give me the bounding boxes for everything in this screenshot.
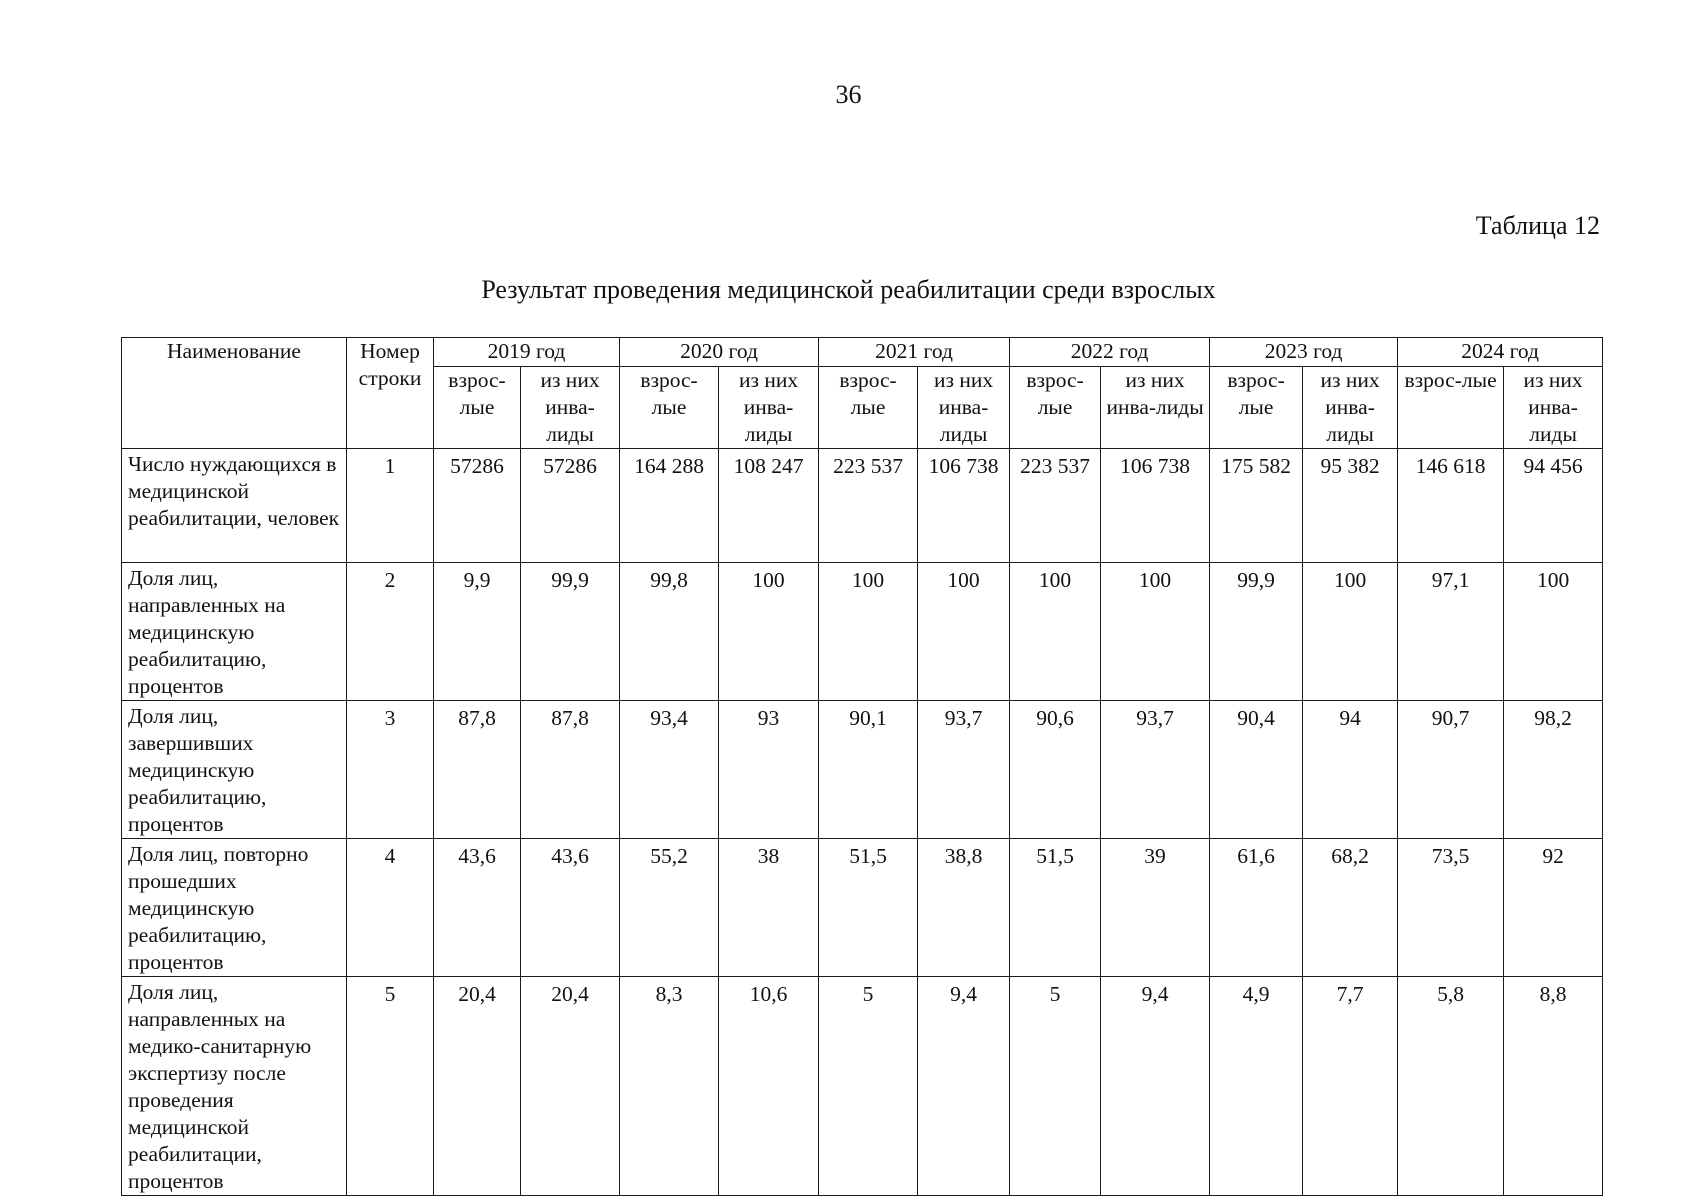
header-sub-adults: взрос-лые [819, 367, 918, 449]
header-name: Наименование [122, 338, 347, 449]
value-cell: 97,1 [1398, 563, 1504, 701]
row-name: Доля лиц, завершивших медицинскую реабилитацию, процентов [122, 701, 347, 839]
results-table [121, 337, 1603, 1196]
value-cell: 61,6 [1210, 839, 1303, 977]
value-cell: 93,4 [620, 701, 719, 839]
row-number: 2 [347, 563, 434, 701]
header-year: 2024 год [1398, 338, 1603, 367]
value-cell: 55,2 [620, 839, 719, 977]
value-cell: 4,9 [1210, 977, 1303, 1196]
header-year: 2022 год [1010, 338, 1210, 367]
value-cell: 73,5 [1398, 839, 1504, 977]
header-sub-disabled: из них инва-лиды [719, 367, 819, 449]
value-cell: 51,5 [819, 839, 918, 977]
value-cell: 98,2 [1504, 701, 1603, 839]
row-name: Доля лиц, направленных на медицинскую реабилитацию, процентов [122, 563, 347, 701]
value-cell: 8,3 [620, 977, 719, 1196]
header-sub-adults: взрос-лые [620, 367, 719, 449]
row-name: Число нуждающихся в медицинской реабилитации, человек [122, 449, 347, 563]
header-sub-disabled: из них инва-лиды [1303, 367, 1398, 449]
table-body [122, 449, 1603, 1196]
value-cell: 99,8 [620, 563, 719, 701]
value-cell: 57286 [434, 449, 521, 563]
header-sub-adults: взрос-лые [1210, 367, 1303, 449]
table-row [122, 449, 1603, 563]
value-cell: 100 [1101, 563, 1210, 701]
header-year: 2021 год [819, 338, 1010, 367]
value-cell: 38 [719, 839, 819, 977]
row-number: 1 [347, 449, 434, 563]
value-cell: 57286 [521, 449, 620, 563]
value-cell: 8,8 [1504, 977, 1603, 1196]
table-row [122, 701, 1603, 839]
value-cell: 100 [719, 563, 819, 701]
value-cell: 90,1 [819, 701, 918, 839]
header-sub-disabled: из них инва-лиды [1504, 367, 1603, 449]
value-cell: 164 288 [620, 449, 719, 563]
value-cell: 87,8 [521, 701, 620, 839]
value-cell: 10,6 [719, 977, 819, 1196]
value-cell: 100 [1010, 563, 1101, 701]
value-cell: 95 382 [1303, 449, 1398, 563]
row-name: Доля лиц, направленных на медико-санитарную экспертизу после проведения медицинской реабилитации, процентов [122, 977, 347, 1196]
value-cell: 108 247 [719, 449, 819, 563]
value-cell: 99,9 [1210, 563, 1303, 701]
value-cell: 100 [918, 563, 1010, 701]
value-cell: 99,9 [521, 563, 620, 701]
value-cell: 20,4 [434, 977, 521, 1196]
value-cell: 43,6 [434, 839, 521, 977]
value-cell: 9,4 [1101, 977, 1210, 1196]
value-cell: 90,4 [1210, 701, 1303, 839]
value-cell: 90,6 [1010, 701, 1101, 839]
header-sub-disabled: из них инва-лиды [1101, 367, 1210, 449]
value-cell: 100 [1504, 563, 1603, 701]
value-cell: 9,4 [918, 977, 1010, 1196]
value-cell: 94 [1303, 701, 1398, 839]
value-cell: 20,4 [521, 977, 620, 1196]
row-name: Доля лиц, повторно прошедших медицинскую реабилитацию, процентов [122, 839, 347, 977]
value-cell: 223 537 [819, 449, 918, 563]
header-sub-disabled: из них инва-лиды [521, 367, 620, 449]
header-sub-disabled: из них инва-лиды [918, 367, 1010, 449]
value-cell: 39 [1101, 839, 1210, 977]
header-year: 2023 год [1210, 338, 1398, 367]
page-number: 36 [835, 80, 862, 109]
value-cell: 51,5 [1010, 839, 1101, 977]
value-cell: 106 738 [1101, 449, 1210, 563]
value-cell: 9,9 [434, 563, 521, 701]
header-row-number: Номер строки [347, 338, 434, 449]
value-cell: 5,8 [1398, 977, 1504, 1196]
value-cell: 93,7 [1101, 701, 1210, 839]
value-cell: 100 [1303, 563, 1398, 701]
row-number: 4 [347, 839, 434, 977]
value-cell: 100 [819, 563, 918, 701]
value-cell: 7,7 [1303, 977, 1398, 1196]
header-sub-adults: взрос-лые [434, 367, 521, 449]
value-cell: 146 618 [1398, 449, 1504, 563]
row-number: 3 [347, 701, 434, 839]
value-cell: 68,2 [1303, 839, 1398, 977]
header-year: 2020 год [620, 338, 819, 367]
table-row [122, 977, 1603, 1196]
header-years-row [122, 338, 1603, 367]
header-sub-adults: взрос-лые [1398, 367, 1504, 449]
value-cell: 93 [719, 701, 819, 839]
value-cell: 175 582 [1210, 449, 1303, 563]
value-cell: 92 [1504, 839, 1603, 977]
value-cell: 38,8 [918, 839, 1010, 977]
table-title: Результат проведения медицинской реабилитации среди взрослых [481, 275, 1216, 304]
value-cell: 87,8 [434, 701, 521, 839]
row-number: 5 [347, 977, 434, 1196]
table-row [122, 839, 1603, 977]
value-cell: 5 [819, 977, 918, 1196]
value-cell: 90,7 [1398, 701, 1504, 839]
value-cell: 106 738 [918, 449, 1010, 563]
header-sub-adults: взрос-лые [1010, 367, 1101, 449]
table-row [122, 563, 1603, 701]
table-label: Таблица 12 [1475, 211, 1600, 240]
value-cell: 223 537 [1010, 449, 1101, 563]
value-cell: 93,7 [918, 701, 1010, 839]
value-cell: 43,6 [521, 839, 620, 977]
value-cell: 5 [1010, 977, 1101, 1196]
header-year: 2019 год [434, 338, 620, 367]
value-cell: 94 456 [1504, 449, 1603, 563]
